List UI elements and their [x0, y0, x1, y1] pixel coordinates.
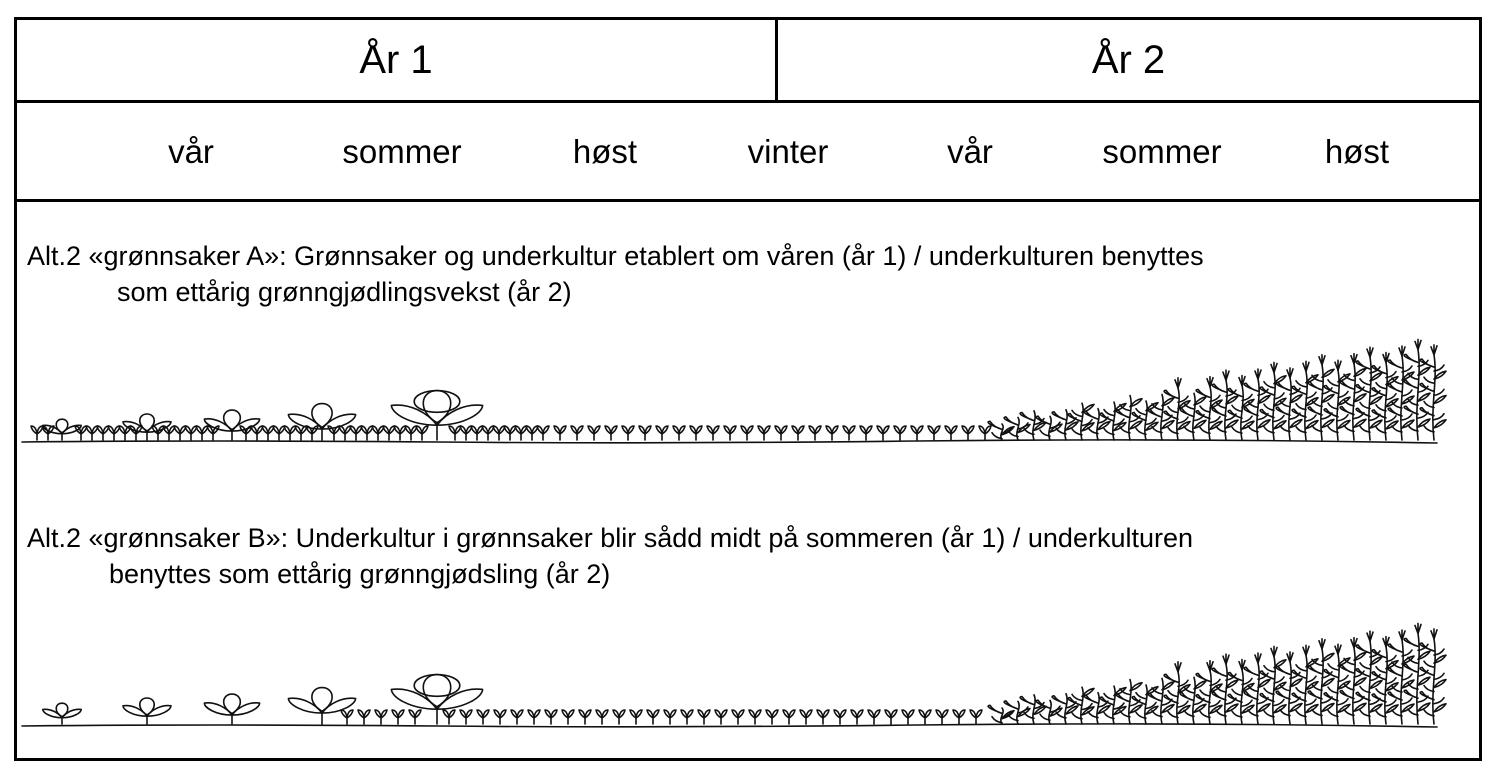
cover-crop-seedling — [273, 426, 285, 440]
cover-crop-seedling — [392, 710, 404, 724]
vegetable-plant — [123, 698, 171, 724]
green-manure-plant — [1020, 695, 1046, 724]
alternative-a-line1: Alt.2 «grønnsaker A»: Grønnsaker og underkultur etablert om våren (år 1) / underkulturen benyttes — [27, 241, 1204, 271]
cover-crop-seedling — [383, 426, 395, 440]
cover-crop-seedling — [834, 710, 846, 724]
cover-crop-seedling — [826, 426, 838, 440]
green-manure-plant — [1020, 411, 1046, 440]
cover-crop-seedling — [477, 710, 489, 724]
cover-crop-seedling — [494, 710, 506, 724]
alternative-b-line1: Alt.2 «grønnsaker B»: Underkultur i grønnsaker blir sådd midt på sommeren (år 1) / underkulturen — [27, 523, 1194, 553]
green-manure-plant — [1356, 347, 1382, 440]
season-autumn-year1: høst — [572, 133, 638, 170]
rotation-diagram — [14, 17, 1482, 761]
cover-crop-seedling — [979, 426, 991, 440]
cover-crop-seedling — [262, 426, 274, 440]
cover-crop-seedling — [562, 710, 574, 724]
cover-crop-seedling — [766, 710, 778, 724]
season-spring-year2: vår — [947, 133, 993, 170]
cover-crop-seedling — [851, 710, 863, 724]
green-manure-plant — [988, 421, 1014, 440]
cover-crop-seedling — [843, 426, 855, 440]
alternative-a-caption — [27, 238, 1204, 310]
cover-crop-seedling — [75, 426, 87, 440]
cover-crop-seedling — [515, 426, 527, 440]
season-winter: vinter — [747, 133, 829, 170]
cover-crop-seedling — [945, 426, 957, 440]
season-autumn-year2: høst — [1324, 133, 1390, 170]
alternative-b-illustration — [17, 624, 1457, 744]
cover-crop-seedling — [664, 710, 676, 724]
cover-crop-seedling — [962, 426, 974, 440]
cover-crop-seedling — [482, 426, 494, 440]
green-manure-plant — [1356, 631, 1382, 724]
cover-crop-seedling — [579, 710, 591, 724]
cover-crop-seedling — [622, 426, 634, 440]
green-manure-plant — [1148, 678, 1174, 724]
cover-crop-seedling — [783, 710, 795, 724]
cover-crop-seedling — [656, 426, 668, 440]
cover-crop-seedling — [868, 710, 880, 724]
cover-crop-seedling — [673, 426, 685, 440]
cover-crop-seedling — [732, 710, 744, 724]
green-manure-plant — [1148, 394, 1174, 440]
cover-crop-seedling — [471, 426, 483, 440]
cover-crop-seedling — [416, 426, 428, 440]
cover-crop-seedling — [97, 426, 109, 440]
cover-crop-seedling — [800, 710, 812, 724]
green-manure-plant — [1228, 376, 1254, 440]
cover-crop-seedling — [809, 426, 821, 440]
cover-crop-seedling — [613, 710, 625, 724]
cover-crop-seedling — [196, 426, 208, 440]
cover-crop-seedling — [31, 426, 43, 440]
cover-crop-seedling — [741, 426, 753, 440]
cover-crop-seedling — [775, 426, 787, 440]
green-manure-plant — [988, 705, 1014, 724]
green-manure-plant — [1196, 661, 1222, 724]
green-manure-plant — [1420, 345, 1446, 440]
cover-crop-seedling — [460, 710, 472, 724]
cover-crop-seedling — [936, 710, 948, 724]
cover-crop-seedling — [571, 426, 583, 440]
cover-crop-seedling — [358, 710, 370, 724]
cover-crop-seedling — [130, 426, 142, 440]
cover-crop-seedling — [707, 426, 719, 440]
season-summer-year2: sommer — [1102, 133, 1222, 170]
alternative-b-line2: benyttes som ettårig grønngjødsling (år 2) — [109, 559, 611, 589]
year-1-heading: År 1 — [17, 20, 778, 100]
cover-crop-seedling — [86, 426, 98, 440]
cover-crop-seedling — [639, 426, 651, 440]
green-manure-plant — [1308, 639, 1334, 724]
cover-crop-seedling — [511, 710, 523, 724]
cover-crop-seedling — [251, 426, 263, 440]
season-header-row — [17, 103, 1479, 202]
cover-crop-seedling — [970, 710, 982, 724]
cover-crop-seedling — [174, 426, 186, 440]
alternative-a-illustration — [17, 340, 1457, 460]
cover-crop-seedling — [361, 426, 373, 440]
cover-crop-seedling — [375, 710, 387, 724]
year-2-heading: År 2 — [1091, 37, 1166, 82]
vegetable-plant — [204, 694, 259, 724]
green-manure-plant — [1404, 339, 1430, 440]
cover-crop-seedling — [758, 426, 770, 440]
cover-crop-seedling — [443, 710, 455, 724]
green-manure-plant — [1052, 410, 1078, 440]
cover-crop-seedling — [911, 426, 923, 440]
cover-crop-seedling — [928, 426, 940, 440]
cover-crop-seedling — [528, 710, 540, 724]
alternative-a-line2: som ettårig grønngjødlingsvekst (år 2) — [117, 277, 572, 307]
cover-crop-seedling — [681, 710, 693, 724]
cover-crop-seedling — [504, 426, 516, 440]
cover-crop-seedling — [724, 426, 736, 440]
cover-crop-seedling — [372, 426, 384, 440]
cover-crop-seedling — [792, 426, 804, 440]
season-summer-year1: sommer — [342, 133, 462, 170]
cover-crop-seedling — [341, 710, 353, 724]
cover-crop-seedling — [526, 426, 538, 440]
cover-crop-seedling — [493, 426, 505, 440]
cover-crop-seedling — [409, 710, 421, 724]
cover-crop-seedling — [449, 426, 461, 440]
vegetable-plant — [288, 688, 355, 724]
cover-crop-seedling — [405, 426, 417, 440]
cover-crop-seedling — [339, 426, 351, 440]
cover-crop-seedling — [350, 426, 362, 440]
cover-crop-seedling — [698, 710, 710, 724]
soil-line — [22, 724, 1437, 727]
cover-crop-seedling — [630, 710, 642, 724]
cover-crop-seedling — [588, 426, 600, 440]
cover-crop-seedling — [817, 710, 829, 724]
cover-crop-seedling — [860, 426, 872, 440]
green-manure-plant — [1404, 623, 1430, 724]
cover-crop-seedling — [902, 710, 914, 724]
cover-crop-seedling — [715, 710, 727, 724]
cover-crop-seedling — [108, 426, 120, 440]
cover-crop-seedling — [394, 426, 406, 440]
cover-crop-seedling — [460, 426, 472, 440]
cover-crop-seedling — [605, 426, 617, 440]
cover-crop-seedling — [690, 426, 702, 440]
cover-crop-seedling — [749, 710, 761, 724]
season-spring-year1: vår — [168, 133, 214, 170]
cover-crop-seedling — [885, 710, 897, 724]
green-manure-plant — [1196, 377, 1222, 440]
cover-crop-seedling — [284, 426, 296, 440]
alternative-b-caption — [27, 520, 1193, 592]
green-manure-plant — [1164, 662, 1190, 724]
year-header-row — [17, 20, 1479, 103]
cover-crop-seedling — [877, 426, 889, 440]
cover-crop-seedling — [953, 710, 965, 724]
cover-crop-seedling — [545, 710, 557, 724]
cover-crop-seedling — [185, 426, 197, 440]
cover-crop-seedling — [647, 710, 659, 724]
cover-crop-seedling — [295, 426, 307, 440]
green-manure-plant — [1420, 629, 1446, 724]
green-manure-plant — [1052, 694, 1078, 724]
cover-crop-seedling — [596, 710, 608, 724]
green-manure-plant — [1228, 660, 1254, 724]
cover-crop-seedling — [152, 426, 164, 440]
cover-crop-seedling — [919, 710, 931, 724]
cover-crop-seedling — [554, 426, 566, 440]
cover-crop-seedling — [537, 426, 549, 440]
green-manure-plant — [1308, 355, 1334, 440]
cover-crop-seedling — [894, 426, 906, 440]
green-manure-plant — [1164, 378, 1190, 440]
vegetable-plant — [43, 703, 81, 724]
